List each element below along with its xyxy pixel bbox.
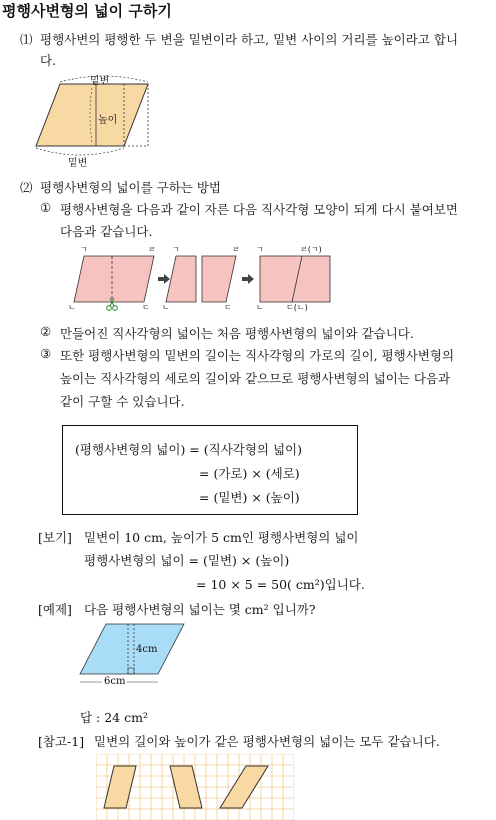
example-line1: 밑변이 10 cm, 높이가 5 cm인 평행사변형의 넓이 [84,530,359,545]
exercise-figure [78,620,188,690]
formula-row2: = (가로) × (세로) [199,466,300,481]
step1-number: ① [40,200,52,215]
step2-number: ② [40,324,52,339]
section1-line1: 평행사변의 평행한 두 변을 밑변이라 하고, 밑변 사이의 거리를 높이라고 합니 [40,32,459,47]
p3-label-br: ㄷ(ㄴ) [286,303,308,312]
note-text: 밑변의 길이와 높이가 같은 평행사변형의 넓이는 모두 같습니다. [94,734,440,749]
exercise-height-label: 4cm [136,644,158,655]
p3-label-bl: ㄴ [256,303,264,312]
step3-line1: 또한 평행사변형의 밑변의 길이는 직사각형의 가로의 길이, 평행사변형의 [60,348,455,363]
p2-label-tl: ㄱ [172,245,180,254]
p3-label-tr: ㄹ(ㄱ) [300,245,322,254]
step3-line3: 같이 구할 수 있습니다. [60,394,185,409]
height-label: 높이 [98,115,118,126]
note-tag: [참고-1] [38,734,85,749]
equal-area-grid-figure [96,754,294,820]
exercise-tag: [예제] [38,602,72,617]
step3-line2: 높이는 직사각형의 세로의 길이와 같으므로 평행사변형의 넓이는 다음과 [60,371,451,386]
p1-label-bl: ㄴ [68,303,76,312]
exercise-answer: 답 : 24 cm² [80,710,148,725]
section2-number: ⑵ [20,180,33,195]
parallelogram-figure [30,70,170,170]
step2-line1: 만들어진 직사각형의 넓이는 처음 평행사변형의 넓이와 같습니다. [60,326,414,341]
p1-label-br: ㄷ [142,303,150,312]
bottom-base-label: 밑변 [68,158,88,169]
section2-heading: 평행사변형의 넓이를 구하는 방법 [40,180,221,195]
cut-and-rearrange-diagram [60,244,350,314]
p1-label-tl: ㄱ [80,245,88,254]
example-line3: = 10 × 5 = 50( cm²)입니다. [196,577,365,592]
exercise-base-label: 6cm [104,676,126,687]
p2-label-bl: ㄴ [162,303,170,312]
formula-box [62,425,358,515]
page-title: 평행사변형의 넓이 구하기 [2,2,172,20]
p2-label-tr: ㄹ [232,245,240,254]
section1-number: ⑴ [20,32,33,47]
section1-line2: 다. [40,53,57,68]
example-tag: [보기] [38,530,72,545]
p1-label-tr: ㄹ [148,245,156,254]
p3-label-tl: ㄱ [256,245,264,254]
exercise-question: 다음 평행사변형의 넓이는 몇 cm² 입니까? [84,602,316,617]
p2-label-br: ㄷ [224,303,232,312]
step1-line1: 평행사변형을 다음과 같이 자른 다음 직사각형 모양이 되게 다시 붙여보면 [60,202,459,217]
top-base-label: 밑변 [90,76,110,87]
step3-number: ③ [40,346,52,361]
formula-row3: = (밑변) × (높이) [199,490,300,505]
step1-line2: 다음과 같습니다. [60,224,153,239]
formula-row1: (평행사변형의 넓이) = (직사각형의 넓이) [75,442,302,457]
example-line2: 평행사변형의 넓이 = (밑변) × (높이) [84,553,290,568]
